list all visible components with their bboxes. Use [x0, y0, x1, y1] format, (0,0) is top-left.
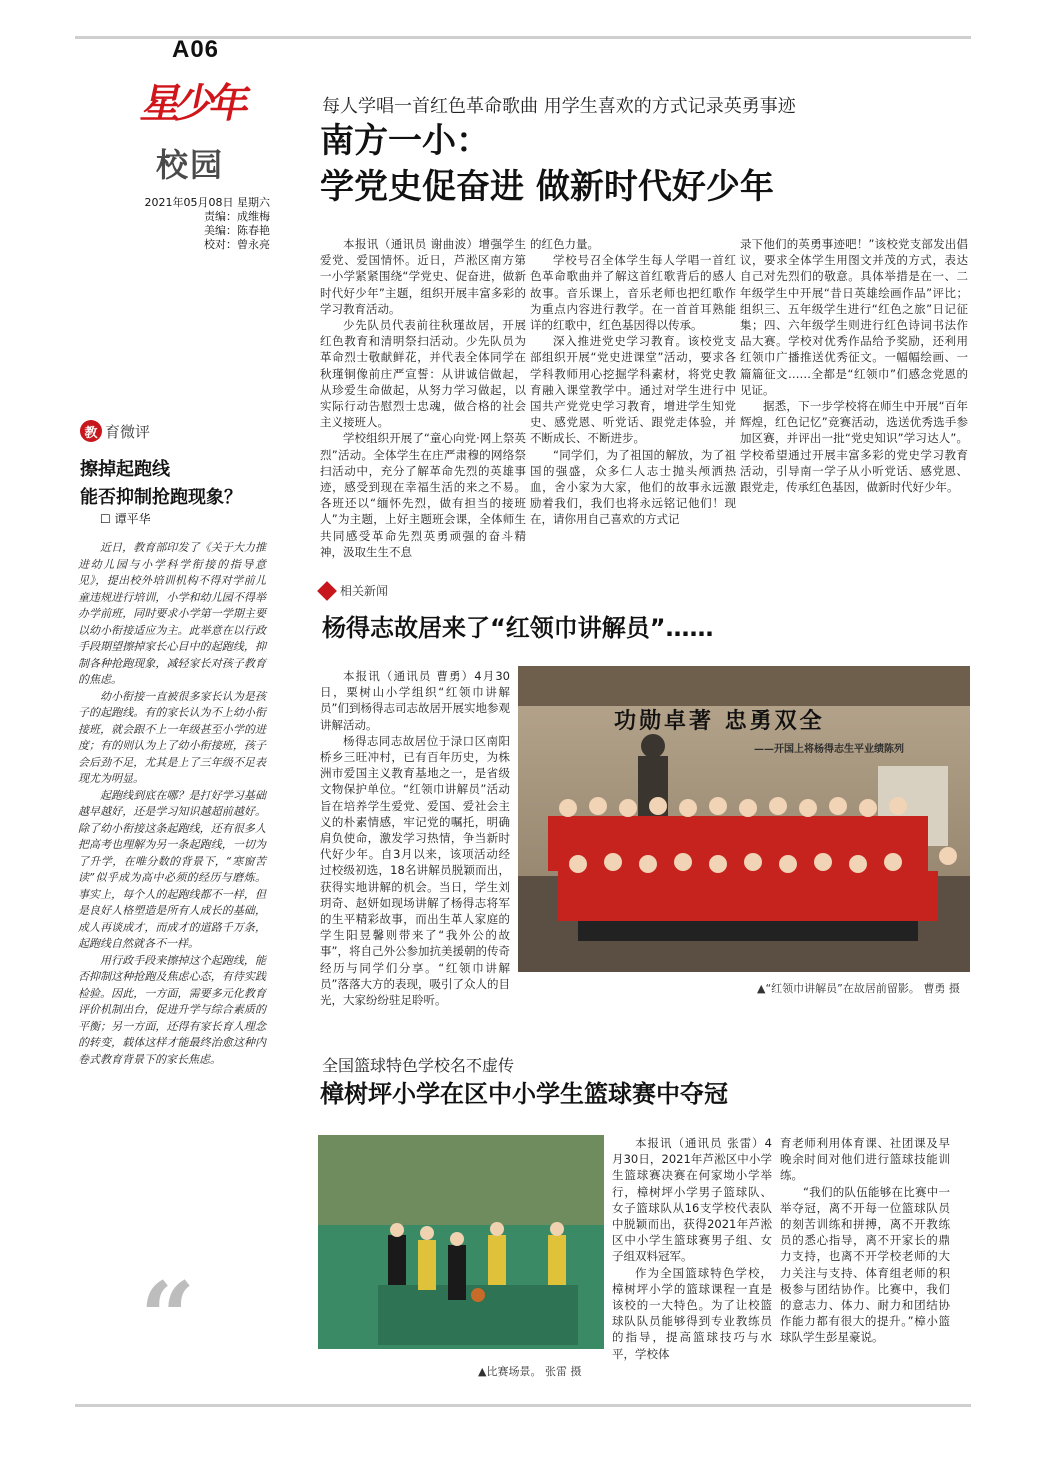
paragraph: 近日，教育部印发了《关于大力推进幼儿园与小学科学衔接的指导意见》，提出校外培训机构不得对学前儿童违规进行培训，小学和幼儿园不得举办学前班，同时要求小学第一学期主要以幼小衔接适应为主。此举意在以行政手段期望擦掉家长心目中的起跑线，抑制各种抢跑现象，减轻家长对孩子教育的焦虑。: [78, 541, 266, 686]
paragraph: 本报讯（通讯员 张雷）4月30日，2021年芦淞区中小学生篮球赛决赛在何家坳小学举行，樟树坪小学男子篮球队、女子篮球队从16支学校代表队中脱颖而出，获得2021年芦淞区中小学生篮球赛男子组、女子组双料冠军。: [612, 1136, 772, 1264]
section-logo: [137, 72, 253, 142]
related-label-text: 相关新闻: [340, 584, 389, 598]
paragraph: 起跑线到底在哪？是打好学习基础越早越好，还是学习知识越超前越好。除了幼小衔接这条起跑线，还有很多人把高考也理解为另一条起跑线，一切为了升学，在唯分数的背景下，“寒窗苦读”似乎成为高中必须的经历与磨炼。事实上，每个人的起跑线都不一样，但是良好人格塑造是所有人成长的基础，成人再谈成才，而成才的道路千万条，起跑线自然就各不一样。: [78, 788, 266, 950]
badge-label: 育微评: [105, 422, 151, 441]
group-photo: [518, 666, 970, 972]
basketball-col-2: [780, 1135, 950, 1346]
commentary-title-line1: 擦掉起跑线: [80, 459, 170, 480]
paragraph: 录下他们的英勇事迹吧！”该校党支部发出倡议，要求全体学生用图文并茂的方式，表达自己对先烈们的敬意。具体举措是在一、二年级学生中开展“昔日英雄绘画作品”评比；组织三、五年级学生进行“红色之旅”日记征集；四、六年级学生则进行红色诗词书法作品大赛。学校对优秀作品给予奖励，还利用红领巾广播推送优秀征文。一幅幅绘画、一篇篇征文……全都是“红领巾”们感念党恩的见证。: [740, 237, 968, 397]
pen-icon: [317, 581, 337, 601]
paragraph: “同学们，为了祖国的解放，为了祖国的强盛，众多仁人志士抛头颅洒热血，舍小家为大家，他们的故事永远激励着我们，我们也将永远铭记他们！现在，请你用自己喜欢的方式记: [530, 447, 736, 527]
page-meta: [130, 196, 270, 252]
paragraph: 深入推进党史学习教育。该校党支部组织开展“党史进课堂”活动，要求各学科教师用心挖掘学科素材，将党史教育融入课堂教学中。通过对学生进行中国共产党党史学习教育，增进学生知党史、感党恩、听党话、跟党走体验，并不断成长、不断进步。: [530, 334, 736, 446]
basketball-title: 樟树坪小学在区中小学生篮球赛中夺冠: [320, 1080, 728, 1108]
main-col-1: [320, 236, 526, 560]
photo-banner-sub: ——开国上将杨得志生平业绩陈列: [754, 744, 904, 755]
commentary-body: [78, 540, 266, 1068]
art-editor-credit: 美编：陈春艳: [204, 224, 270, 237]
paragraph: 育老师利用体育课、社团课及早晚余时间对他们进行篮球技能训练。: [780, 1136, 950, 1183]
paragraph: 杨得志同志故居位于渌口区南阳桥乡三旺冲村，已有百年历史，为株洲市爱国主义教育基地之一，是省级文物保护单位。“红领巾讲解员”活动旨在培养学生爱党、爱国、爱社会主义的朴素情感，牢记党的嘱托，明确肩负使命，激发学习热情，争当新时代好少年。自3月以来，该项活动经过校级初选，18名讲解员脱颖而出，获得实地讲解的机会。当日，学生刘玥奇、赵妍如现场讲解了杨得志将军的生平精彩故事，而出生革人家庭的学生阳昱馨则带来了“我外公的故事”，将自己外公参加抗美援朝的传奇经历与同学们分享。“红领巾讲解员”落落大方的表现，吸引了众人的目光，大家纷纷驻足聆听。: [320, 733, 510, 1008]
bottom-rule: [75, 1404, 971, 1407]
paragraph: 用行政手段来擦掉这个起跑线，能否抑制这种抢跑及焦虑心态，有待实践检验。因此，一方面，需要多元化教育评价机制出台，促进升学与综合素质的平衡；另一方面，还得有家长育人理念的转变，载体这样才能最终治愈这种内卷式教育背景下的家长焦虑。: [78, 953, 266, 1066]
related-news-label: [320, 582, 388, 599]
main-kicker: 每人学唱一首红色革命歌曲 用学生喜欢的方式记录英勇事迹: [322, 96, 796, 117]
paragraph: “我们的队伍能够在比赛中一举夺冠，离不开每一位篮球队员的刻苦训练和拼搏，离不开教练员的悉心指导，离不开家长的鼎力支持，也离不开学校老师的大力关注与支持、体育组老师的积极参与团结协作。比赛中，我们的意志力、体力、耐力和团结协作能力都有很大的提升。”樟小篮球队学生彭星豪说。: [780, 1184, 950, 1345]
paragraph: 的红色力量。: [530, 237, 599, 251]
main-col-2: [530, 236, 736, 528]
commentary-badge: [80, 420, 150, 442]
issue-date: 2021年05月08日 星期六: [144, 196, 270, 209]
proofreader-credit: 校对：曾永亮: [204, 238, 270, 251]
logo-text: 星少年: [137, 81, 250, 127]
paragraph: 学校号召全体学生每人学唱一首红色革命歌曲并了解这首红歌背后的感人故事。音乐课上，音乐老师也把红歌作为重点内容进行教学。在一首首耳熟能详的红歌中，红色基因得以传承。: [530, 253, 736, 333]
basketball-photo-illustration: [318, 1135, 604, 1349]
paragraph: 本报讯（通讯员 曹勇）4月30日，栗树山小学组织“红领巾讲解员”们到杨得志司志故居开展实地参观讲解活动。: [320, 669, 510, 732]
main-title-line2: 学党史促奋进 做新时代好少年: [320, 167, 774, 207]
paragraph: 少先队员代表前往秋瑾故居，开展红色教育和清明祭扫活动。少先队员为革命烈士敬献鲜花，并代表全体同学在秋瑾铜像前庄严宣誓：从讲诚信做起，从珍爱生命做起，从努力学习做起，以实际行动告慰烈士忠魂，做合格的社会主义接班人。: [320, 318, 526, 430]
main-col-3: [740, 236, 968, 495]
commentary-title: [80, 456, 242, 512]
main-title-line1: 南方一小：: [320, 121, 490, 161]
paragraph: 据悉，下一步学校将在师生中开展“百年辉煌，红色记忆”竞赛活动，选送优秀选手参加区赛，并评出一批“党史知识”学习达人”。学校希望通过开展丰富多彩的党史学习教育活动，引导南一学子从小听党话、感党恩、跟党走，传承红色基因，做新时代好少年。: [740, 399, 968, 495]
commentary-author: ☐ 谭平华: [100, 512, 151, 526]
basketball-photo-caption: ▲比赛场景。 张雷 摄: [478, 1365, 582, 1378]
section-name: 校园: [156, 146, 225, 184]
commentary-title-line2: 能否抑制抢跑现象？: [80, 487, 242, 508]
basketball-photo: [318, 1135, 604, 1349]
paragraph: 本报讯（通讯员 谢曲波）增强学生爱党、爱国情怀。近日，芦淞区南方第一小学紧紧围绕“学党史、促奋进，做新时代好少年”主题，组织开展丰富多彩的学习教育活动。: [320, 237, 526, 316]
photo-banner-main: 功勋卓著 忠勇双全: [614, 709, 825, 734]
paragraph: 学校组织开展了“童心向党·网上祭英烈”活动。全体学生在庄严肃穆的网络祭扫活动中，充分了解革命先烈的英雄事迹，感受到现在幸福生活的来之不易。各班还以“缅怀先烈，做有担当的接班人”为主题，上好主题班会课，全体师生共同感受革命先烈英勇顽强的奋斗精神，汲取生生不息: [320, 431, 526, 559]
quote-mark-icon: “: [140, 1261, 196, 1374]
related-news-body: [320, 668, 510, 1008]
paragraph: 幼小衔接一直被很多家长认为是孩子的起跑线。有的家长认为不上幼小衔接班，就会跟不上一年级甚至小学的进度；有的则认为上了幼小衔接班，孩子会后劲不足，尤其是上了三年级不足表现尤为明显。: [78, 689, 266, 785]
badge-icon: 教: [80, 420, 102, 442]
basketball-col-1: [612, 1135, 772, 1362]
page-number: A06: [172, 36, 220, 63]
related-news-title: 杨得志故居来了“红领巾讲解员”……: [322, 614, 714, 642]
basketball-kicker: 全国篮球特色学校名不虚传: [322, 1056, 515, 1075]
editor-credit: 责编：成维梅: [204, 210, 270, 223]
paragraph: 作为全国篮球特色学校，樟树坪小学的篮球课程一直是该校的一大特色。为了让校篮球队队员能够得到专业教练员的指导，提高篮球技巧与水平，学校体: [612, 1265, 772, 1361]
group-photo-caption: ▲“红领巾讲解员”在故居前留影。 曹勇 摄: [757, 982, 960, 995]
